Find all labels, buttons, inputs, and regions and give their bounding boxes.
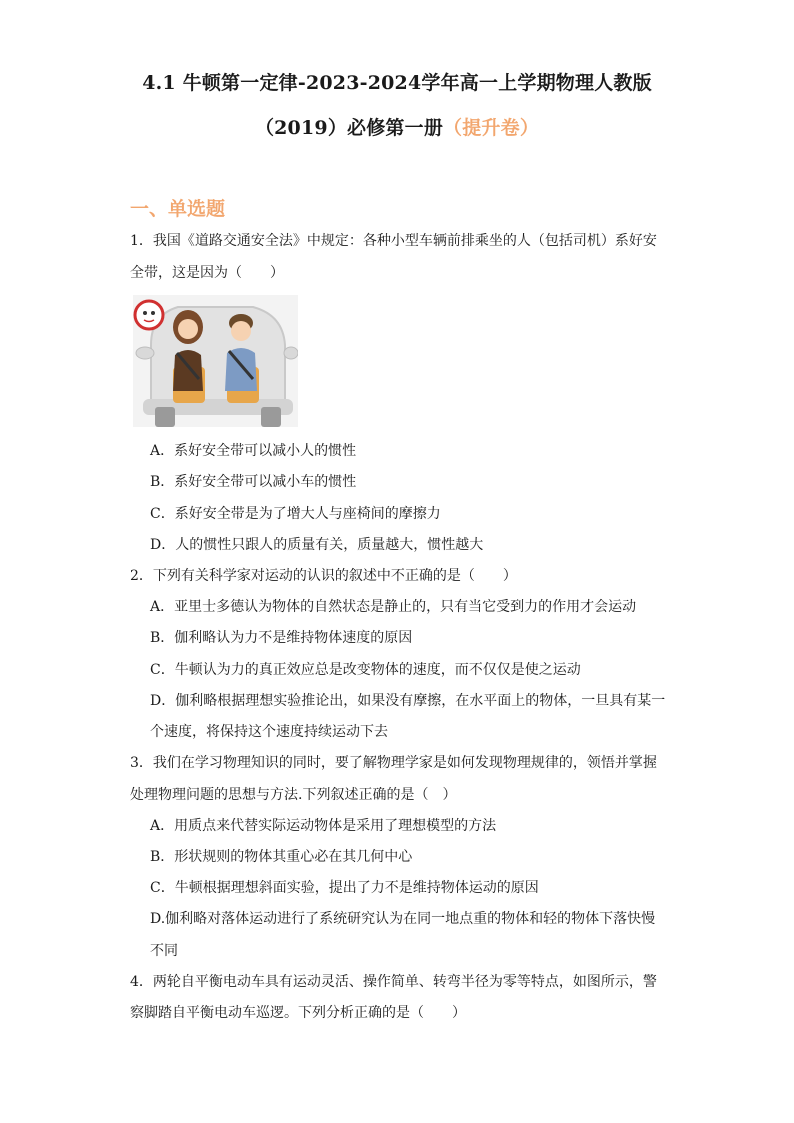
- question-1-option-d: D．人的惯性只跟人的质量有关，质量越大，惯性越大: [150, 537, 484, 553]
- question-3-option-a: A．用质点来代替实际运动物体是采用了理想模型的方法: [150, 818, 497, 834]
- question-4-line-1: 4．两轮自平衡电动车具有运动灵活、操作简单、转弯半径为零等特点，如图所示，警: [130, 974, 657, 990]
- question-2-option-c: C．牛顿认为力的真正效应总是改变物体的速度，而不仅仅是使之运动: [150, 662, 581, 678]
- question-3-line-1: 3．我们在学习物理知识的同时，要了解物理学家是如何发现物理规律的，领悟并掌握: [130, 755, 657, 771]
- question-1-line-2: 全带，这是因为（ ）: [130, 265, 284, 281]
- question-3-option-d-line-1: D.伽利略对落体运动进行了系统研究认为在同一地点重的物体和轻的物体下落快慢: [150, 911, 656, 927]
- question-3-line-2: 处理物理问题的思想与方法.下列叙述正确的是（ ）: [130, 787, 457, 803]
- question-1-option-b: B．系好安全带可以减小车的惯性: [150, 474, 357, 490]
- question-2-option-d-line-1: D．伽利略根据理想实验推论出，如果没有摩擦，在水平面上的物体，一旦具有某一: [150, 693, 666, 709]
- question-3-option-b: B．形状规则的物体其重心必在其几何中心: [150, 849, 413, 865]
- question-2-option-b: B．伽利略认为力不是维持物体速度的原因: [150, 630, 413, 646]
- question-3-option-c: C．牛顿根据理想斜面实验，提出了力不是维持物体运动的原因: [150, 880, 539, 896]
- question-3-option-d-line-2: 不同: [150, 943, 178, 959]
- question-1-option-a: A．系好安全带可以减小人的惯性: [150, 443, 357, 459]
- title-difficulty-tag: （提升卷）: [443, 117, 540, 139]
- document-title-line2: [0, 113, 794, 140]
- seatbelt-illustration: [133, 295, 298, 427]
- question-2-option-d-line-2: 个速度，将保持这个速度持续运动下去: [150, 724, 388, 740]
- question-1-line-1: 1．我国《道路交通安全法》中规定：各种小型车辆前排乘坐的人（包括司机）系好安: [130, 233, 657, 249]
- car-seat-passengers-icon: [133, 295, 298, 427]
- section-heading: 一、单选题: [130, 198, 226, 220]
- question-4-line-2: 察脚踏自平衡电动车巡逻。下列分析正确的是（ ）: [130, 1005, 466, 1021]
- question-2-line-1: 2．下列有关科学家对运动的认识的叙述中不正确的是（ ）: [130, 568, 517, 584]
- title-main: （2019）必修第一册: [254, 117, 444, 139]
- question-1-option-c: C．系好安全带是为了增大人与座椅间的摩擦力: [150, 506, 441, 522]
- question-2-option-a: A．亚里士多德认为物体的自然状态是静止的，只有当它受到力的作用才会运动: [150, 599, 637, 615]
- document-title-line1: 4.1 牛顿第一定律-2023-2024学年高一上学期物理人教版: [142, 72, 652, 94]
